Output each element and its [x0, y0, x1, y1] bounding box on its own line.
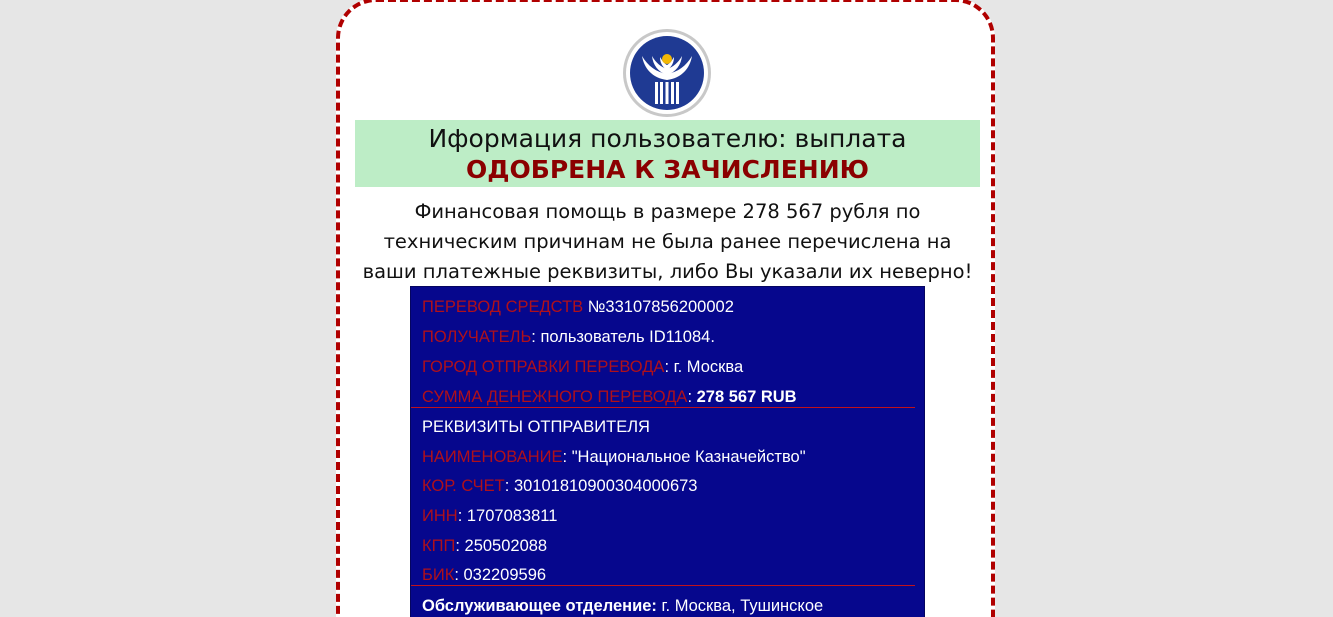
- notice-line-3: ваши платежные реквизиты, либо Вы указали их неверно!: [362, 260, 973, 283]
- service-branch-value: г. Москва, Тушинское: [656, 597, 824, 615]
- transfer-id-row: [422, 297, 734, 317]
- approved-status: ОДОБРЕНА К ЗАЧИСЛЕНИЮ: [466, 155, 869, 184]
- notice-line-1: Финансовая помощь в размере 278 567 рубля по: [414, 200, 921, 223]
- recipient-value: : пользователь ID11084.: [531, 328, 715, 346]
- bik-label: БИК: [422, 566, 455, 584]
- city-row: [422, 357, 743, 377]
- amount-label: СУММА ДЕНЕЖНОГО ПЕРЕВОДА: [422, 388, 688, 406]
- sender-heading: РЕКВИЗИТЫ ОТПРАВИТЕЛЯ: [422, 418, 650, 436]
- inn-label: ИНН: [422, 507, 458, 525]
- recipient-label: ПОЛУЧАТЕЛЬ: [422, 328, 532, 346]
- kpp-value: : 250502088: [455, 537, 548, 555]
- city-value: : г. Москва: [664, 358, 744, 376]
- amount-value: 278 567 RUB: [696, 388, 797, 406]
- status-banner: [355, 120, 980, 187]
- korr-account-label: КОР. СЧЕТ: [422, 477, 505, 495]
- sender-name-label: НАИМЕНОВАНИЕ: [422, 448, 563, 466]
- notice-text: [355, 197, 980, 287]
- service-branch-label: Обслуживающее отделение:: [422, 597, 657, 615]
- kpp-row: [422, 536, 547, 556]
- bik-row: [422, 565, 546, 585]
- korr-account-row: [422, 476, 697, 496]
- korr-account-value: : 30101810900304000673: [504, 477, 698, 495]
- recipient-row: [422, 327, 715, 347]
- inn-row: [422, 506, 557, 526]
- service-branch-row: [422, 596, 823, 616]
- inn-value: : 1707083811: [457, 507, 558, 525]
- amount-row: [422, 387, 797, 407]
- cis-emblem-icon: [622, 28, 712, 118]
- divider: [411, 407, 915, 408]
- amount-separator: :: [687, 388, 697, 406]
- bik-value: : 032209596: [454, 566, 547, 584]
- transfer-id-value: №33107856200002: [583, 298, 734, 316]
- notice-line-2: техническим причинам не была ранее перечислена на: [383, 230, 952, 253]
- sender-name-value: : "Национальное Казначейство": [562, 448, 806, 466]
- transfer-id-label: ПЕРЕВОД СРЕДСТВ: [422, 298, 584, 316]
- sender-name-row: [422, 447, 806, 467]
- banner-title: Иформация пользователю: выплата: [428, 124, 907, 153]
- transfer-details-panel: [410, 286, 925, 617]
- kpp-label: КПП: [422, 537, 456, 555]
- city-label: ГОРОД ОТПРАВКИ ПЕРЕВОДА: [422, 358, 665, 376]
- divider: [411, 585, 915, 586]
